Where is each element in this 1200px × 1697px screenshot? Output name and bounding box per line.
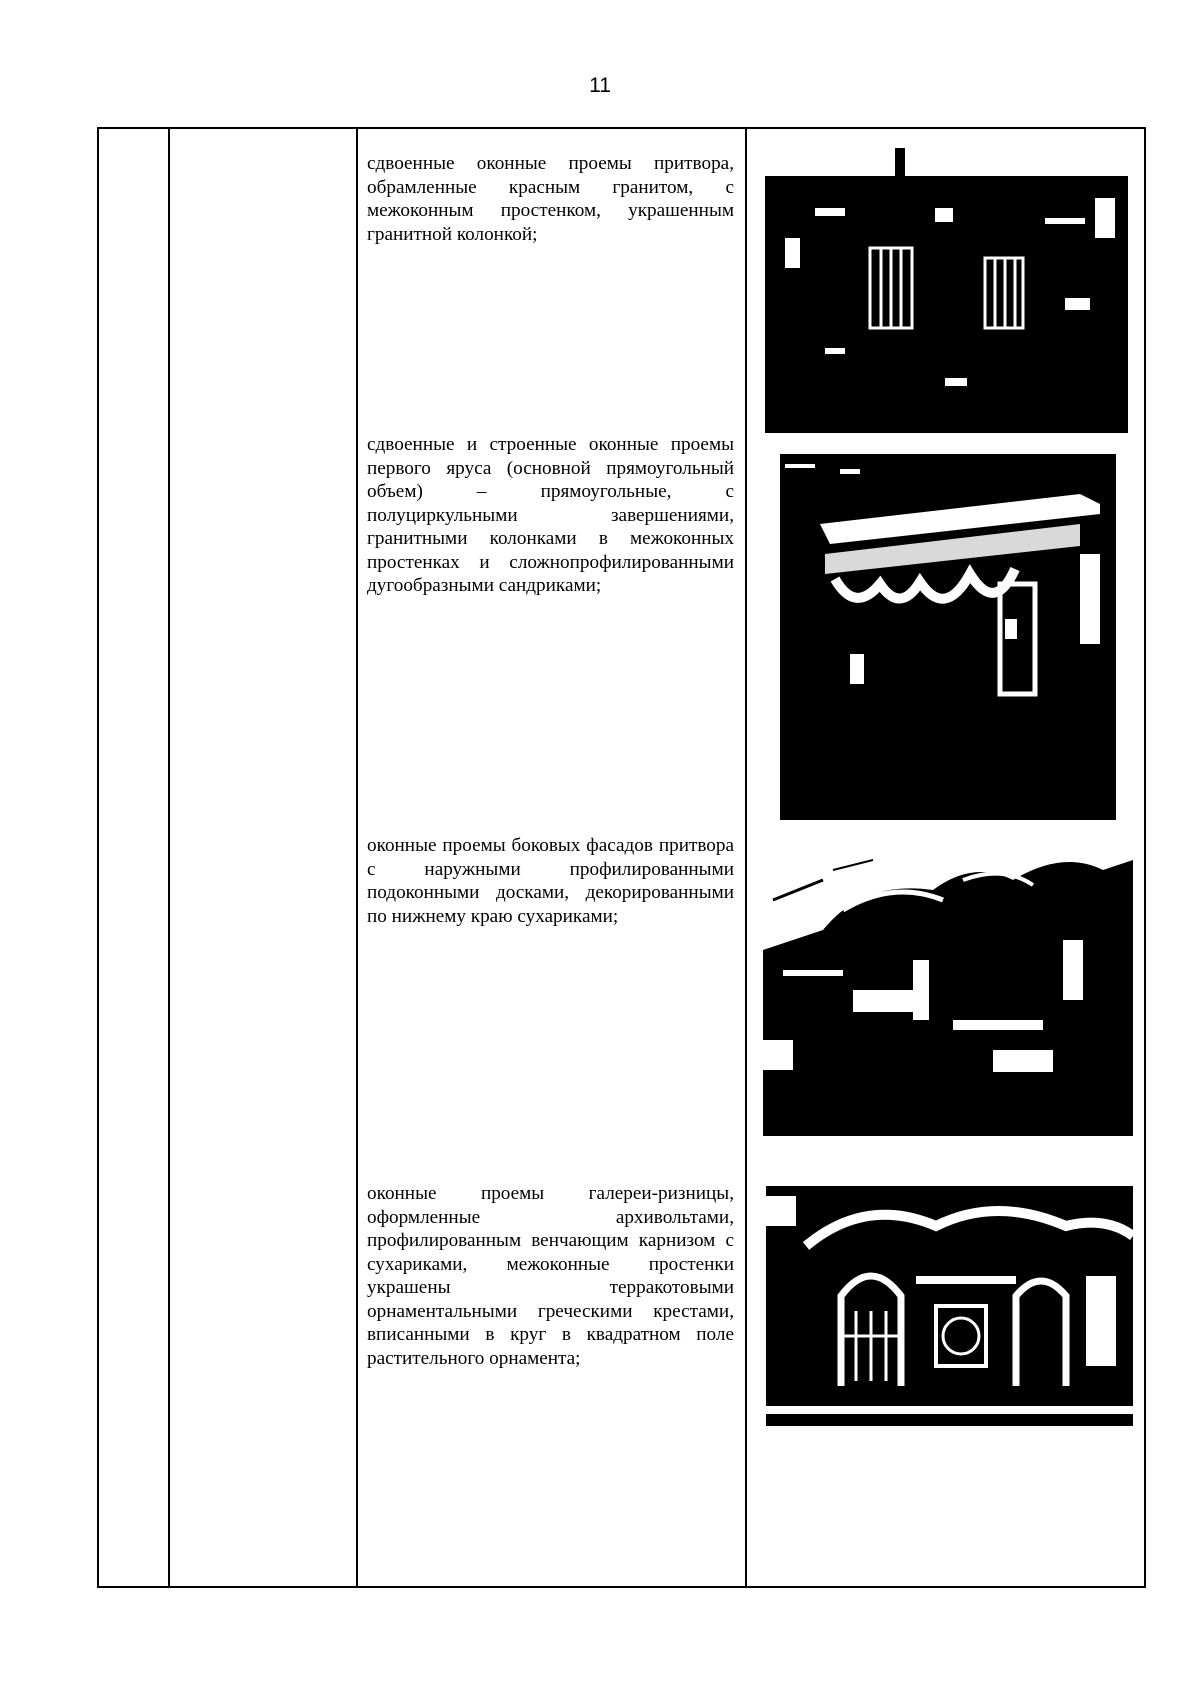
entry-description: оконные проемы галереи-ризницы, оформленные архивольтами, профилированным венчающим карнизом с сухариками, межоконные простенки украшены терракотовыми орнаментальными греческими крестами, вписанными в круг в квадратном поле растительного орнамента; bbox=[367, 1183, 734, 1369]
entry-description: сдвоенные оконные проемы притвора, обрамленные красным гранитом, с межоконным простенком, украшенным гранитной колонкой; bbox=[367, 153, 734, 245]
column-divider bbox=[168, 129, 170, 1586]
photo-narthex-window-icon bbox=[765, 148, 1128, 433]
photo-side-facade-icon bbox=[763, 840, 1133, 1136]
photo-gallery-sacristy-icon bbox=[766, 1186, 1133, 1426]
column-divider bbox=[356, 129, 358, 1586]
entry-description: сдвоенные и строенные оконные проемы первого яруса (основной прямоугольный объем) – прямоугольные, с полуциркульными завершениями, гранитными колонками в межоконных простенках и сложнопрофилированными дугообразными сандриками; bbox=[367, 434, 734, 596]
column-divider bbox=[745, 129, 747, 1586]
page-number: 11 bbox=[589, 74, 611, 97]
photo-first-tier-window-icon bbox=[780, 454, 1116, 820]
entry-description: оконные проемы боковых фасадов притвора с наружными профилированными подоконными досками, декорированными по нижнему краю сухариками; bbox=[367, 835, 734, 927]
